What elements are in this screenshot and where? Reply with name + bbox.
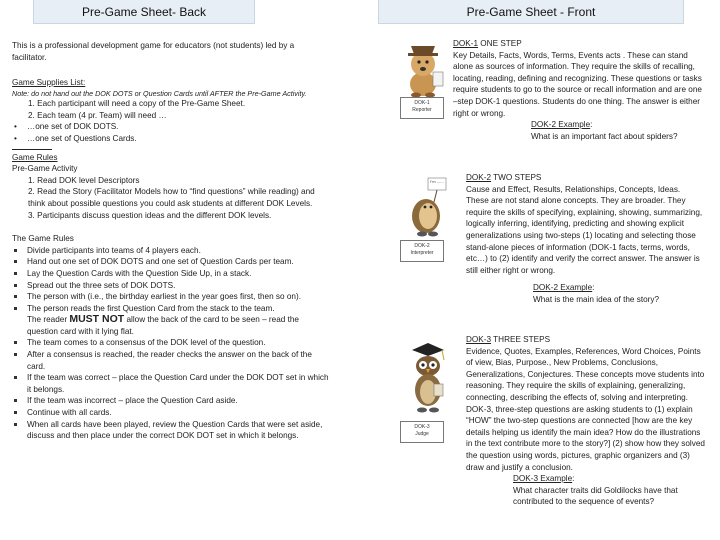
back-column [12, 40, 330, 442]
divider-rule [12, 149, 52, 150]
game-rule: The team comes to a consensus of the DOK level of the question. [12, 337, 330, 349]
supplies-note: Note: do not hand out the DOK DOTS or Question Cards until AFTER the Pre-Game Activity. [12, 88, 307, 98]
dok3-tag-title: DOK-3 [414, 424, 430, 430]
dok1-block [453, 38, 703, 142]
reader-rule-emphasis: MUST NOT [69, 313, 125, 326]
dok3-role-tag [400, 421, 444, 443]
dok1-tag-role: Reporter [412, 106, 432, 113]
game-rule: If the team was incorrect – place the Question Card aside. [12, 395, 330, 407]
pregame-item-2: 2. Read the Story (Facilitator Models how to “find questions” while reading) and [28, 187, 315, 197]
dok1-example [453, 119, 703, 131]
dok2-example [453, 282, 703, 294]
hedgehog-interpreter-illustration [404, 176, 450, 238]
dok1-example-label: DOK-2 Example [531, 120, 591, 130]
game-rule: After a consensus is reached, the reader checks the answer on the back of the card. [12, 349, 330, 372]
intro-text: This is a professional development game for educators (not students) led by a facilitator. [12, 41, 295, 62]
dok3-body: Evidence, Quotes, Examples, References, Word Choices, Points of view, Bias, Purpose., New Problems, Conclusions, Generalizations, Conjectures. These concepts move students into reasoning. They require the skills of explaining, generalizing, connecting, describing the effects of, solving and interpreting. DOK-3, three-step questions are asking students to (1) explain “HOW” the two-step questions are connected [how are the key details helping us identify the main idea? How do the illustrations in the text contribute more to the story?] (2) show how they solved the question using words, pictures, graphic organizers and (3) draw and justify a conclusion. [466, 346, 705, 472]
owl-judge-illustration [404, 340, 450, 414]
dok1-heading-rest: ONE STEP [478, 39, 522, 48]
dok2-tag-title: DOK-2 [414, 243, 430, 249]
game-rule: The person with (i.e., the birthday earliest in the year goes first, then so on). [12, 291, 330, 303]
back-header: Pre-Game Sheet- Back [33, 0, 255, 24]
pregame-title: Pre-Game Activity [12, 164, 78, 174]
dok2-body: Cause and Effect, Results, Relationships, Concepts, Ideas. These are not stand alone concepts. They are broader. They require the skills of specifying, explaining, showing, summarizing, logically inferring, identifying, predicting and showing explicit generalizations using two-steps (1) locating and selecting those stand-alone pieces of information (DOK-1 facts, terms, words, etc…) to (2) identify and verify the correct answer. The answer is still either right or wrong. [466, 184, 703, 275]
supplies-item-2: 2. Each team (4 pr. Team) will need … [28, 110, 167, 120]
supplies-title: Game Supplies List: [12, 78, 86, 88]
dok2-heading-rest: TWO STEPS [491, 173, 542, 182]
dok3-heading: DOK-3 [466, 335, 492, 344]
dok2-example-label: DOK-2 Example [533, 283, 593, 293]
front-header: Pre-Game Sheet - Front [378, 0, 684, 24]
dok1-role-tag [400, 97, 444, 119]
dok3-tag-role: Judge [415, 430, 429, 437]
game-rule: Spread out the three sets of DOK DOTS. [12, 280, 330, 292]
subitem-text: …one set of DOK DOTS. [27, 122, 119, 132]
game-rule-reader [12, 303, 330, 338]
dok2-role-tag [400, 240, 444, 262]
dok1-example-question: What is an important fact about spiders? [531, 131, 678, 141]
supplies-subitem [12, 121, 330, 133]
reader-rule-b: The reader [27, 315, 68, 325]
reader-rule-a: The person reads the first Question Card from the stack to the team. [27, 303, 275, 313]
game-rule: Divide participants into teams of 4 players each. [12, 245, 330, 257]
game-rule: Hand out one set of DOK DOTS and one set of Question Cards per team. [12, 256, 330, 268]
dok2-block [453, 172, 703, 306]
dok2-heading: DOK-2 [466, 173, 492, 182]
dok3-example [466, 473, 708, 485]
pregame-item-1: 1. Read DOK level Descriptors [28, 175, 140, 185]
dok2-example-colon: : [592, 283, 595, 293]
dok1-example-colon: : [590, 120, 593, 130]
dok3-example-label: DOK-3 Example [513, 474, 573, 484]
dok1-body: Key Details, Facts, Words, Terms, Events acts . These can stand alone as sources of information. They require the skills of recalling, locating, reading, defining and recognizing. These questions or tasks require students to go to the source or recall information and are one –step DOK-1 questions. Students do one thing. The answer is either right or wrong. [453, 50, 702, 118]
dog-reporter-illustration [398, 40, 448, 98]
subitem-text: …one set of Questions Cards. [27, 133, 137, 143]
game-rule: Continue with all cards. [12, 407, 330, 419]
rules-title: Game Rules [12, 152, 58, 162]
game-rule: Lay the Question Cards with the Question Side Up, in a stack. [12, 268, 330, 280]
pregame-item-3: 3. Participants discuss question ideas and the different DOK levels. [28, 210, 272, 220]
dok1-tag-title: DOK-1 [414, 100, 430, 106]
supplies-subitem [12, 133, 330, 145]
dok3-block [466, 334, 708, 508]
dok3-example-colon: : [572, 474, 575, 484]
dok2-example-question: What is the main idea of the story? [533, 294, 660, 304]
dok3-example-question: What character traits did Goldilocks have that contributed to the sequence of events? [513, 485, 678, 507]
pregame-item-2-cont: think about possible questions you could ask students at different DOK Levels. [28, 198, 313, 208]
game-rule: If the team was correct – place the Question Card under the DOK DOT set in which it belongs. [12, 372, 330, 395]
dok2-sign-text: I'm …… [430, 180, 444, 184]
dok2-tag-role: Interpreter [410, 249, 434, 256]
game-rules-title: The Game Rules [12, 234, 74, 244]
supplies-item-1: 1. Each participant will need a copy of the Pre-Game Sheet. [28, 99, 246, 109]
dok3-heading-rest: THREE STEPS [491, 335, 551, 344]
reader-rule-d: allow the back of the card to be seen – read the question card with it lying flat. [27, 315, 299, 336]
dok1-heading: DOK-1 [453, 39, 479, 48]
game-rule: When all cards have been played, review the Question Cards that were set aside, discuss and then place under the correct DOK DOT set in which it belongs. [12, 419, 330, 442]
